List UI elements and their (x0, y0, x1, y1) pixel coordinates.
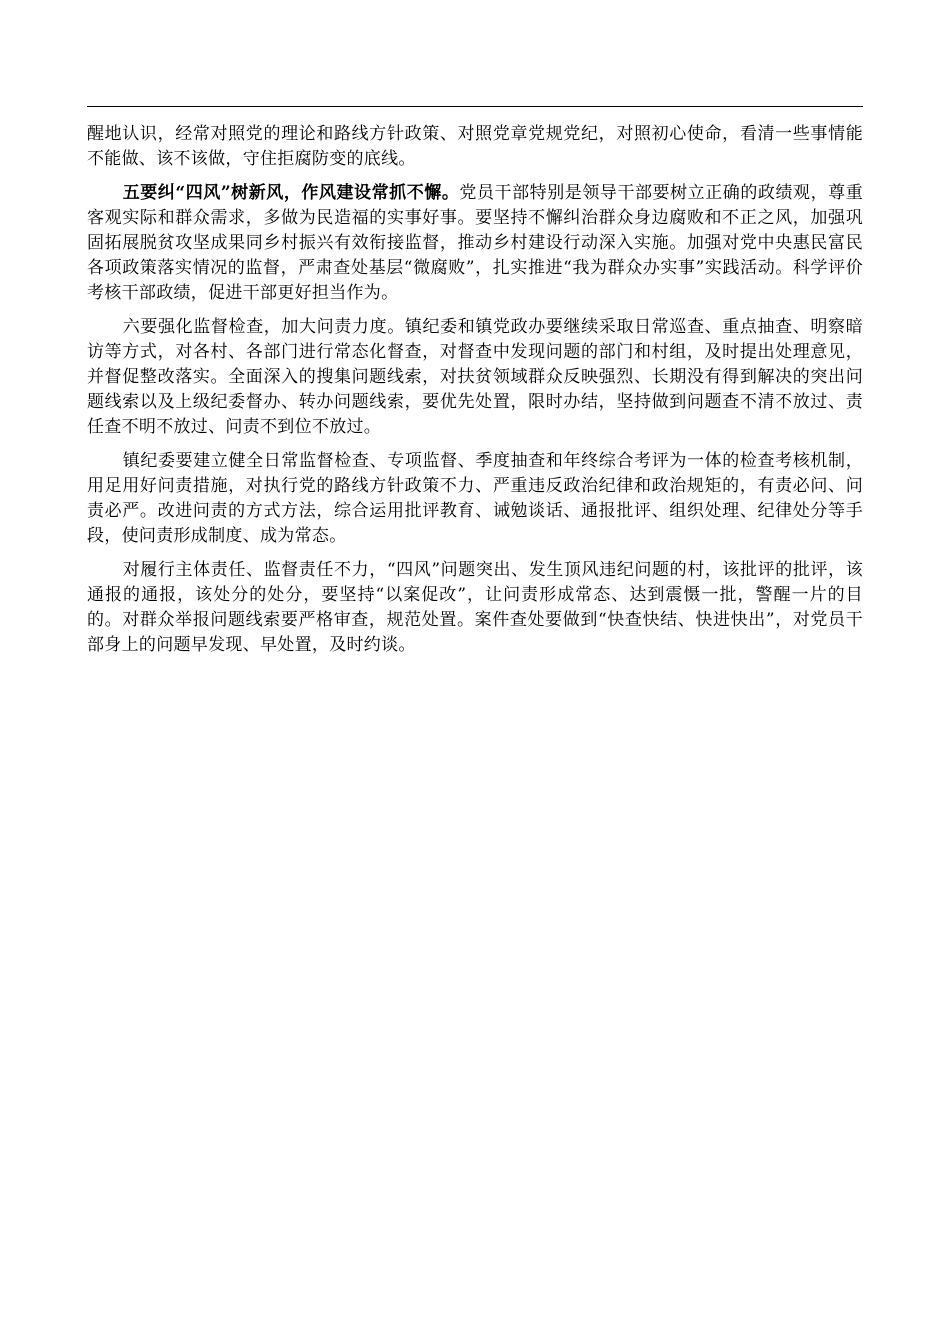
paragraph-accountability (87, 558, 863, 658)
document-body (87, 122, 863, 667)
paragraph-continuation (87, 122, 863, 172)
paragraph-text: 对履行主体责任、监督责任不力，“四风”问题突出、发生顶风违纪问题的村，该批评的批评，该通报的通报，该处分的处分，要坚持“以案促改”，让问责形成常态、达到震慑一批，警醒一片的目的。对群众举报问题线索要严格审查，规范处置。案件查处要做到“快查快结、快进快出”，对党员干部身上的问题早发现、早处置，及时约谈。 (87, 560, 863, 655)
paragraph-text: 六要强化监督检查，加大问责力度。镇纪委和镇党政办要继续采取日常巡查、重点抽查、明察暗访等方式，对各村、各部门进行常态化督查，对督查中发现问题的部门和村组，及时提出处理意见，并督促整改落实。全面深入的搜集问题线索，对扶贫领域群众反映强烈、长期没有得到解决的突出问题线索以及上级纪委督办、转办问题线索，要优先处置，限时办结，坚持做到问题查不清不放过、责任查不明不放过、问责不到位不放过。 (87, 317, 863, 437)
paragraph-text: 党员干部特别是领导干部要树立正确的政绩观，尊重客观实际和群众需求，多做为民造福的实事好事。要坚持不懈纠治群众身边腐败和不正之风，加强巩固拓展脱贫攻坚成果同乡村振兴有效衔接监督，推动乡村建设行动深入实施。加强对党中央惠民富民各项政策落实情况的监督，严肃查处基层“微腐败”，扎实推进“我为群众办实事”实践活动。科学评价考核干部政绩，促进干部更好担当作为。 (87, 183, 864, 303)
paragraph-style-building (87, 181, 863, 306)
header-rule (87, 106, 863, 107)
paragraph-text: 醒地认识，经常对照党的理论和路线方针政策、对照党章党规党纪，对照初心使命，看清一些事情能不能做、该不该做，守住拒腐防变的底线。 (87, 124, 863, 169)
paragraph-supervision-inspection (87, 315, 863, 440)
paragraph-assessment-mechanism (87, 449, 863, 549)
paragraph-text: 镇纪委要建立健全日常监督检查、专项监督、季度抽查和年终综合考评为一体的检查考核机制，用足用好问责措施，对执行党的路线方针政策不力、严重违反政治纪律和政治规矩的，有责必问、问责必严。改进问责的方式方法，综合运用批评教育、诫勉谈话、通报批评、组织处理、纪律处分等手段，使问责形成制度、成为常态。 (87, 451, 863, 546)
paragraph-lead-heading: 五要纠“四风”树新风，作风建设常抓不懈。 (122, 183, 460, 203)
